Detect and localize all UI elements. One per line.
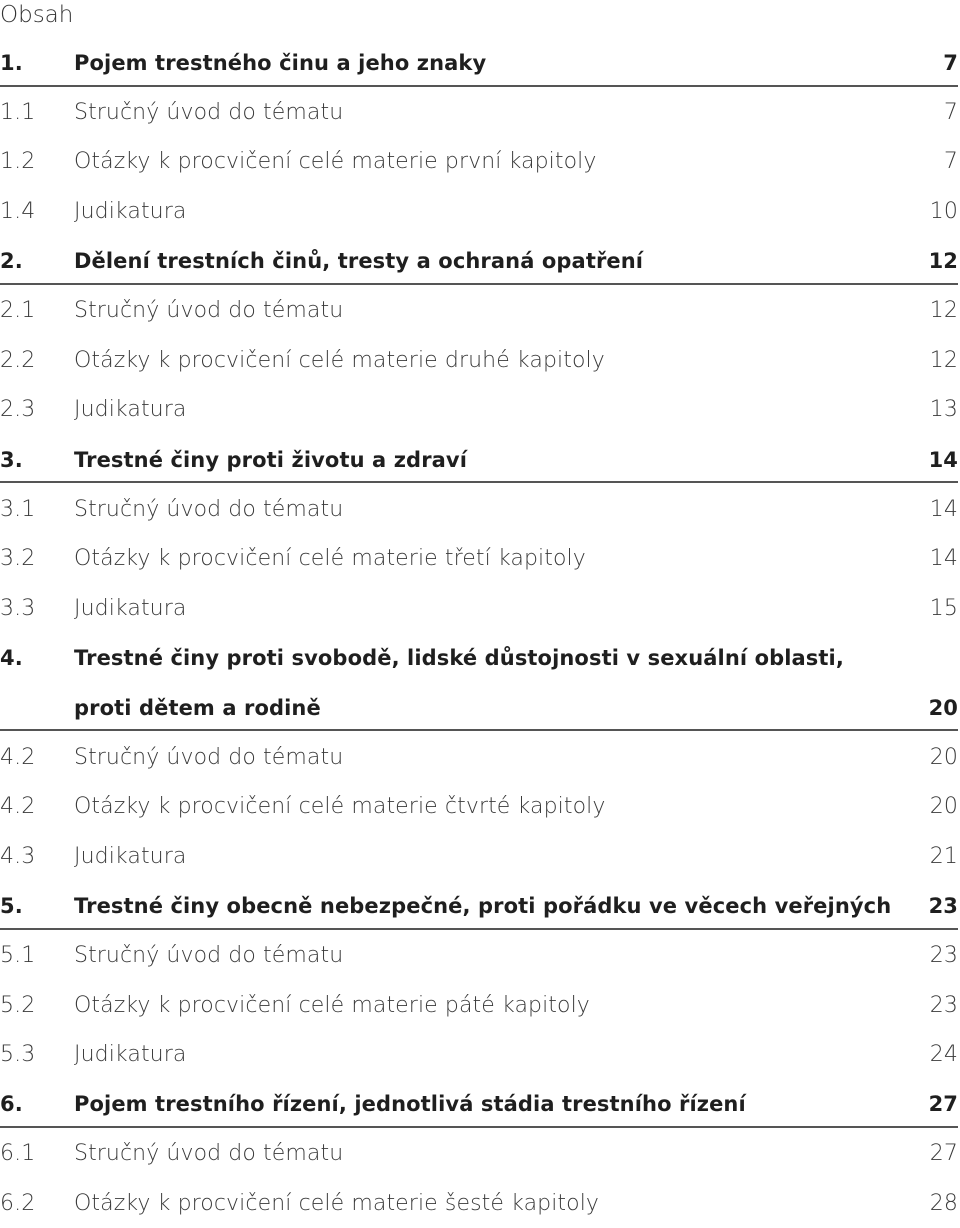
toc-chapter-row[interactable]	[0, 38, 960, 88]
toc-section-row[interactable]	[0, 534, 960, 584]
toc-entry-number: 5.3	[0, 1042, 36, 1068]
toc-entry-title: Pojem trestního řízení, jednotlivá stádia trestního řízení	[74, 1092, 746, 1117]
toc-chapter-row[interactable]	[0, 881, 960, 931]
toc-entry-page-number: 7	[943, 99, 958, 125]
toc-entry-page-number: 23	[929, 992, 958, 1018]
toc-entry-number: 2.2	[0, 347, 36, 373]
toc-entry-page-number: 14	[928, 447, 958, 472]
toc-entry-page-number: 27	[928, 1092, 958, 1117]
toc-entry-number: 4.2	[0, 794, 36, 820]
toc-section-row[interactable]	[0, 980, 960, 1030]
toc-entry-title: Trestné činy proti svobodě, lidské důstojnosti v sexuální oblasti,	[74, 645, 844, 670]
toc-entry-page-number: 14	[929, 496, 958, 522]
toc-entry-page-number: 12	[929, 298, 958, 324]
toc-entry-number: 1.2	[0, 149, 36, 175]
toc-entry-title: Trestné činy obecně nebezpečné, proti pořádku ve věcech veřejných	[74, 893, 892, 918]
toc-entry-title: Otázky k procvičení celé materie čtvrté kapitoly	[74, 794, 606, 820]
toc-section-row[interactable]	[0, 832, 960, 882]
toc-entry-title: Trestné činy proti životu a zdraví	[74, 447, 468, 472]
toc-entry-number: 1.	[0, 50, 23, 75]
toc-section-row[interactable]	[0, 782, 960, 832]
toc-entry-number: 1.1	[0, 99, 36, 125]
toc-entry-number: 3.2	[0, 546, 36, 572]
toc-entry-page-number: 7	[943, 50, 958, 75]
toc-entry-page-number: 12	[929, 347, 958, 373]
toc-entry-number: 6.	[0, 1092, 23, 1117]
toc-entry-page-number: 7	[943, 149, 958, 175]
toc-entry-number: 4.	[0, 645, 23, 670]
toc-entry-number: 5.1	[0, 942, 36, 968]
toc-entry-page-number: 10	[929, 199, 958, 225]
toc-entry-title: Judikatura	[74, 199, 187, 225]
toc-entry-number: 3.1	[0, 496, 36, 522]
toc-entry-number: 4.3	[0, 843, 36, 869]
toc-entry-number: 1.4	[0, 199, 36, 225]
toc-section-row[interactable]	[0, 88, 960, 138]
toc-entry-title: Stručný úvod do tématu	[74, 1141, 344, 1167]
toc-section-row[interactable]	[0, 1129, 960, 1179]
toc-entry-number: 5.	[0, 893, 23, 918]
toc-section-row[interactable]	[0, 137, 960, 187]
toc-section-row[interactable]	[0, 336, 960, 386]
toc-entry-title: Pojem trestného činu a jeho znaky	[74, 50, 487, 75]
toc-chapter-row[interactable]	[0, 435, 960, 485]
page-title: Obsah	[0, 2, 74, 28]
toc-entry-title: Judikatura	[74, 843, 187, 869]
toc-entry-title: Otázky k procvičení celé materie druhé kapitoly	[74, 347, 605, 373]
toc-entry-title: Otázky k procvičení celé materie první kapitoly	[74, 149, 597, 175]
toc-section-row[interactable]	[0, 1179, 960, 1228]
toc-entry-page-number: 28	[929, 1190, 958, 1216]
toc-entry-page-number: 12	[928, 249, 958, 274]
table-of-contents	[0, 38, 960, 1228]
toc-section-row[interactable]	[0, 385, 960, 435]
toc-chapter-row[interactable]	[0, 236, 960, 286]
toc-section-row[interactable]	[0, 286, 960, 336]
toc-entry-number: 2.1	[0, 298, 36, 324]
toc-entry-title: Stručný úvod do tématu	[74, 298, 344, 324]
toc-entry-page-number: 27	[929, 1141, 958, 1167]
toc-entry-title: Stručný úvod do tématu	[74, 99, 344, 125]
toc-entry-title: Dělení trestních činů, tresty a ochraná opatření	[74, 249, 644, 274]
toc-entry-number: 3.	[0, 447, 23, 472]
toc-chapter-row[interactable]	[0, 683, 960, 733]
toc-entry-title: Stručný úvod do tématu	[74, 942, 344, 968]
toc-section-row[interactable]	[0, 1030, 960, 1080]
toc-entry-title: Otázky k procvičení celé materie páté kapitoly	[74, 992, 590, 1018]
toc-entry-page-number: 24	[929, 1042, 958, 1068]
toc-entry-page-number: 14	[929, 546, 958, 572]
toc-entry-page-number: 23	[928, 893, 958, 918]
toc-entry-number: 2.3	[0, 397, 36, 423]
toc-section-row[interactable]	[0, 187, 960, 237]
toc-entry-title: Otázky k procvičení celé materie třetí kapitoly	[74, 546, 586, 572]
toc-chapter-row[interactable]	[0, 633, 960, 683]
toc-entry-page-number: 20	[929, 744, 958, 770]
toc-entry-page-number: 23	[929, 942, 958, 968]
toc-entry-page-number: 20	[928, 695, 958, 720]
toc-entry-title: Otázky k procvičení celé materie šesté kapitoly	[74, 1190, 600, 1216]
toc-entry-number: 5.2	[0, 992, 36, 1018]
toc-entry-page-number: 20	[929, 794, 958, 820]
toc-entry-title: Stručný úvod do tématu	[74, 496, 344, 522]
toc-entry-page-number: 13	[929, 397, 958, 423]
toc-chapter-row[interactable]	[0, 1079, 960, 1129]
toc-entry-title: Judikatura	[74, 397, 187, 423]
toc-entry-number: 2.	[0, 249, 23, 274]
toc-entry-title: Judikatura	[74, 1042, 187, 1068]
toc-entry-number: 6.2	[0, 1190, 36, 1216]
toc-entry-page-number: 15	[929, 595, 958, 621]
toc-entry-number: 4.2	[0, 744, 36, 770]
toc-entry-title: Judikatura	[74, 595, 187, 621]
toc-section-row[interactable]	[0, 584, 960, 634]
toc-section-row[interactable]	[0, 931, 960, 981]
toc-entry-page-number: 21	[929, 843, 958, 869]
toc-section-row[interactable]	[0, 732, 960, 782]
toc-entry-title: proti dětem a rodině	[74, 695, 321, 720]
toc-entry-number: 6.1	[0, 1141, 36, 1167]
toc-entry-title: Stručný úvod do tématu	[74, 744, 344, 770]
toc-section-row[interactable]	[0, 484, 960, 534]
toc-entry-number: 3.3	[0, 595, 36, 621]
